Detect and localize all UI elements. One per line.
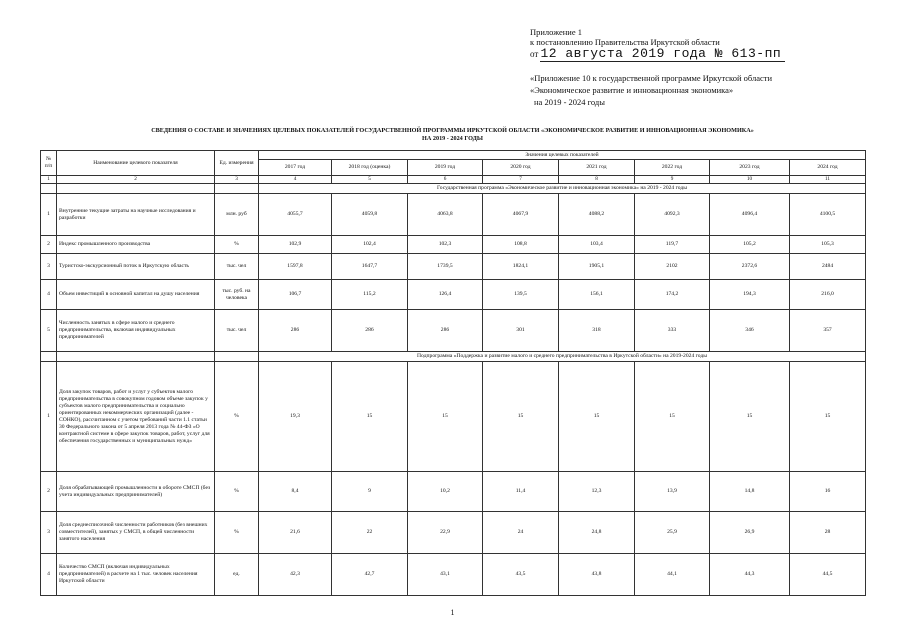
row-number: 2 (41, 472, 57, 512)
indicator-name: Индекс промышленного производства (57, 236, 215, 254)
indicator-value: 26,9 (710, 512, 790, 554)
header-year: 2017 год (259, 160, 332, 176)
header-num: № п/п (41, 151, 57, 176)
section-title-subprogram: Подпрограмма «Поддержка и развитие малого и среднего предпринимательства в Иркутской области» на 2019-2024 годы (259, 352, 866, 362)
indicator-value: 115,2 (332, 280, 408, 310)
indicator-value: 156,1 (559, 280, 635, 310)
indicator-unit: ед. (215, 554, 259, 596)
program-reference-line-3: на 2019 - 2024 годы (534, 97, 605, 107)
header-unit: Ед. измерения (215, 151, 259, 176)
indicator-name: Туристско-экскурсионный поток в Иркутскую область (57, 254, 215, 280)
indicator-value: 102,3 (408, 236, 483, 254)
indicator-value: 286 (259, 310, 332, 352)
section-title-program: Государственная программа «Экономическое развитие и инновационная экономика» на 2019 - 2024 годы (259, 184, 866, 194)
indicator-value: 15 (483, 362, 559, 472)
indicator-value: 13,9 (635, 472, 710, 512)
indicator-value: 1824,1 (483, 254, 559, 280)
indicator-value: 286 (332, 310, 408, 352)
column-number: 8 (559, 176, 635, 184)
indicator-name: Внутренние текущие затраты на научные исследования и разработки (57, 194, 215, 236)
header-values-group: Значения целевых показателей (259, 151, 866, 160)
document-title (40, 127, 865, 143)
indicator-value: 4088,2 (559, 194, 635, 236)
subprogram-indicator-rows (41, 362, 866, 596)
indicator-value: 10,2 (408, 472, 483, 512)
program-reference-line-2: «Экономическое развитие и инновационная экономика» (530, 85, 734, 95)
header-year: 2023 год (710, 160, 790, 176)
indicator-value: 44,3 (710, 554, 790, 596)
indicator-value: 11,4 (483, 472, 559, 512)
header-year: 2022 год (635, 160, 710, 176)
indicator-value: 15 (710, 362, 790, 472)
indicator-value: 12,3 (559, 472, 635, 512)
indicator-name: Объем инвестиций в основной капитал на душу населения (57, 280, 215, 310)
indicator-value: 21,6 (259, 512, 332, 554)
indicator-value: 4063,8 (408, 194, 483, 236)
indicator-unit: млн. руб (215, 194, 259, 236)
column-number: 6 (408, 176, 483, 184)
indicator-value: 4055,7 (259, 194, 332, 236)
table-row (41, 236, 866, 254)
column-number: 3 (215, 176, 259, 184)
indicator-value: 106,7 (259, 280, 332, 310)
column-number: 10 (710, 176, 790, 184)
section-row-program (41, 184, 866, 194)
approval-ot: от (530, 49, 539, 59)
header-year: 2021 год (559, 160, 635, 176)
table-row (41, 280, 866, 310)
table-row (41, 362, 866, 472)
program-indicator-rows (41, 194, 866, 352)
approval-line-2: к постановлению Правительства Иркутской области (530, 37, 720, 47)
indicator-unit: % (215, 472, 259, 512)
row-number: 3 (41, 254, 57, 280)
row-number: 4 (41, 554, 57, 596)
indicator-value: 15 (635, 362, 710, 472)
indicator-value: 194,3 (710, 280, 790, 310)
indicator-value: 357 (790, 310, 866, 352)
page-number: 1 (450, 608, 455, 617)
row-number: 4 (41, 280, 57, 310)
indicator-value: 2102 (635, 254, 710, 280)
indicator-value: 139,5 (483, 280, 559, 310)
indicator-value: 126,4 (408, 280, 483, 310)
indicator-value: 2372,6 (710, 254, 790, 280)
indicator-value: 43,5 (483, 554, 559, 596)
table-row (41, 194, 866, 236)
document-title-line-2: НА 2019 - 2024 ГОДЫ (422, 135, 483, 142)
table-row (41, 554, 866, 596)
indicator-value: 22 (332, 512, 408, 554)
indicator-value: 15 (408, 362, 483, 472)
indicator-value: 42,7 (332, 554, 408, 596)
indicator-value: 42,3 (259, 554, 332, 596)
column-number: 2 (57, 176, 215, 184)
indicator-unit: тыс. руб. на человека (215, 280, 259, 310)
approval-date-number: 12 августа 2019 года № 613-пп (540, 47, 785, 62)
header-name: Наименование целевого показателя (57, 151, 215, 176)
program-reference (530, 72, 860, 108)
header-year: 2018 год (оценка) (332, 160, 408, 176)
indicator-value: 4100,5 (790, 194, 866, 236)
row-number: 5 (41, 310, 57, 352)
indicator-name: Доля среднесписочной численности работников (без внешних совместителей), занятых у СМСП, в общей численности занятого населения (57, 512, 215, 554)
approval-line-1: Приложение 1 (530, 27, 582, 37)
indicator-unit: тыс. чел (215, 254, 259, 280)
indicator-value: 22,9 (408, 512, 483, 554)
indicator-value: 4067,9 (483, 194, 559, 236)
indicator-value: 9 (332, 472, 408, 512)
indicator-value: 16 (790, 472, 866, 512)
indicator-value: 174,2 (635, 280, 710, 310)
header-year: 2024 год (790, 160, 866, 176)
indicator-name: Численность занятых в сфере малого и среднего предпринимательства, включая индивидуальных предпринимателей (57, 310, 215, 352)
indicator-value: 4092,3 (635, 194, 710, 236)
indicator-unit: % (215, 512, 259, 554)
document-title-line-1: СВЕДЕНИЯ О СОСТАВЕ И ЗНАЧЕНИЯХ ЦЕЛЕВЫХ ПОКАЗАТЕЛЕЙ ГОСУДАРСТВЕННОЙ ПРОГРАММЫ ИРКУТСКОЙ ОБЛАСТИ «ЭКОНОМИЧЕСКОЕ РАЗВИТИЕ И ИННОВАЦИОННАЯ ЭКОНОМИКА» (151, 127, 754, 134)
indicator-value: 19,3 (259, 362, 332, 472)
indicator-value: 102,9 (259, 236, 332, 254)
indicator-value: 1739,5 (408, 254, 483, 280)
indicator-unit: % (215, 236, 259, 254)
header-row-1 (41, 151, 866, 160)
indicator-value: 119,7 (635, 236, 710, 254)
indicator-value: 14,8 (710, 472, 790, 512)
indicator-value: 108,8 (483, 236, 559, 254)
indicator-value: 2484 (790, 254, 866, 280)
indicator-value: 333 (635, 310, 710, 352)
row-number: 1 (41, 194, 57, 236)
indicators-table (40, 150, 866, 596)
table-row (41, 512, 866, 554)
header-year: 2019 год (408, 160, 483, 176)
indicator-value: 24,8 (559, 512, 635, 554)
column-number: 11 (790, 176, 866, 184)
column-number: 4 (259, 176, 332, 184)
indicator-value: 28 (790, 512, 866, 554)
indicator-value: 1597,8 (259, 254, 332, 280)
table-row (41, 254, 866, 280)
indicator-value: 44,5 (790, 554, 866, 596)
indicator-value: 301 (483, 310, 559, 352)
section-row-subprogram (41, 352, 866, 362)
row-number: 3 (41, 512, 57, 554)
table-row (41, 310, 866, 352)
indicator-value: 8,4 (259, 472, 332, 512)
column-number: 7 (483, 176, 559, 184)
row-number: 2 (41, 236, 57, 254)
indicator-value: 105,2 (710, 236, 790, 254)
indicator-value: 1647,7 (332, 254, 408, 280)
header-year: 2020 год (483, 160, 559, 176)
indicator-value: 286 (408, 310, 483, 352)
indicator-unit: тыс. чел (215, 310, 259, 352)
approval-block (530, 27, 860, 62)
indicator-value: 103,4 (559, 236, 635, 254)
indicator-name: Количество СМСП (включая индивидуальных предпринимателей) в расчете на 1 тыс. человек населения Иркутской области (57, 554, 215, 596)
indicator-value: 15 (790, 362, 866, 472)
indicator-value: 216,0 (790, 280, 866, 310)
indicator-unit: % (215, 362, 259, 472)
indicator-name: Доля обрабатывающей промышленности в обороте СМСП (без учета индивидуальных предпринимателей) (57, 472, 215, 512)
column-number: 1 (41, 176, 57, 184)
row-number: 1 (41, 362, 57, 472)
column-number-row (41, 176, 866, 184)
table-row (41, 472, 866, 512)
indicator-value: 105,3 (790, 236, 866, 254)
indicator-value: 24 (483, 512, 559, 554)
indicator-value: 1905,1 (559, 254, 635, 280)
indicator-value: 44,1 (635, 554, 710, 596)
indicator-value: 4096,4 (710, 194, 790, 236)
indicator-name: Доля закупок товаров, работ и услуг у субъектов малого предпринимательства в совокупном годовом объеме закупок у субъектов малого предпринимательства и социально ориентированных некоммерческих организаций (далее - СОНКО), рассчитанном с учетом требований части 1.1 статьи 30 Федерального закона от 5 апреля 2013 года № 44-ФЗ «О контрактной системе в сфере закупок товаров, работ, услуг для обеспечения государственных и муниципальных нужд» (57, 362, 215, 472)
column-number: 5 (332, 176, 408, 184)
indicator-value: 15 (559, 362, 635, 472)
approval-date-line (530, 47, 860, 62)
column-number: 9 (635, 176, 710, 184)
indicator-value: 318 (559, 310, 635, 352)
program-reference-line-1: «Приложение 10 к государственной программе Иркутской области (530, 73, 773, 83)
indicator-value: 346 (710, 310, 790, 352)
indicator-value: 43,8 (559, 554, 635, 596)
indicator-value: 102,4 (332, 236, 408, 254)
indicator-value: 25,9 (635, 512, 710, 554)
indicator-value: 43,1 (408, 554, 483, 596)
indicator-value: 15 (332, 362, 408, 472)
indicator-value: 4059,8 (332, 194, 408, 236)
